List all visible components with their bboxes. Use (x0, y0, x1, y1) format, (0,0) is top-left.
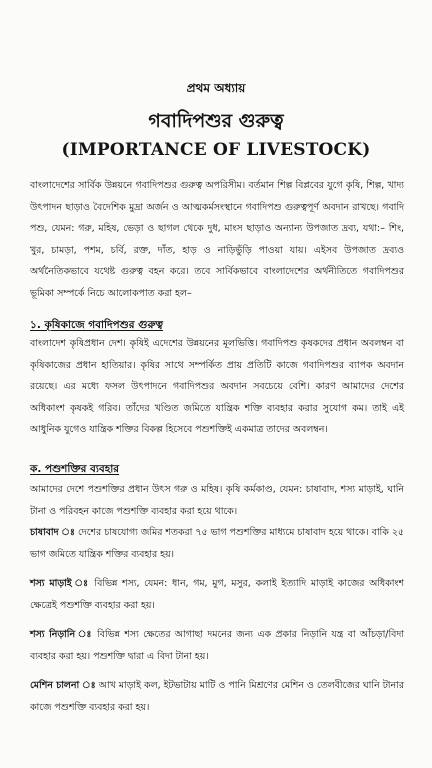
chapter-title-english: (IMPORTANCE OF LIVESTOCK) (61, 140, 371, 160)
term-machine-operation: মেশিন চালনা ঃ (30, 680, 96, 691)
intro-paragraph: বাংলাদেশের সার্বিক উন্নয়নে গবাদিপশুর গুরুত্ব অপরিসীম। বর্তমান শিল্প বিপ্লবের যুগে কৃষি, শিল্প, খাদ্য উৎপাদন ছাড়াও বৈদেশিক মুদ্রা অর্জন ও আত্মকর্মসংস্থানে গবাদিপশু গুরুত্বপূর্ণ অবদান রাখছে। গবাদি পশু, যেমন: গরু, মহিষ, ভেড়া ও ছাগল থেকে দুধ, মাংস ছাড়াও অন্যান্য উপজাত দ্রব্য, যথা:– শিং, খুর, চামড়া, পশম, চর্বি, রক্ত, দাঁত, হাড় ও নাড়িভুঁড়ি পাওয়া যায়। এইসব উপজাত দ্রব্যও অর্থনৈতিকভাবে যথেষ্ট গুরুত্ব বহন করে। তবে সার্বিকভাবে বাংলাদেশের অর্থনীতিতে গবাদিপশুর ভূমিকা সম্পর্কে নিচে আলোকপাত করা হল– (30, 180, 404, 299)
text-threshing: বিভিন্ন শস্য, যেমন: ধান, গম, মুগ, মসুর, কলাই ইত্যাদি মাড়াই কাজের অধিকাংশ ক্ষেত্রেই পশুশক্তি ব্যবহার করা হয়। (30, 578, 404, 611)
term-ploughing: চাষাবাদ ঃ (30, 527, 75, 538)
text-ploughing: দেশের চাষযোগ্য জমির শতকরা ৭৫ ভাগ পশুশক্তির মাধ্যমে চাষাবাদ হয়ে থাকে। বাকি ২৫ ভাগ জমিতে যান্ত্রিক শক্তির ব্যবহার হয়। (30, 527, 404, 560)
section-heading-agriculture: ১. কৃষিকাজে গবাদিপশুর গুরুত্ব (30, 319, 163, 331)
chapter-title-bengali: গবাদিপশুর গুরুত্ব (148, 110, 284, 132)
section-heading-animal-power: ক. পশুশক্তির ব্যবহার (30, 463, 120, 475)
text-machine-operation: আখ মাড়াই কল, ইটভাটায় মাটি ও পানি মিশ্রণের মেশিন ও তেলবীজের ঘানি টানার কাজে পশুশক্তি ব্যবহার করা হয়। (30, 680, 404, 713)
term-weeding: শস্য নিড়ানি ঃ (30, 629, 93, 640)
animal-power-paragraph: আমাদের দেশে পশুশক্তির প্রধান উৎস গরু ও মহিষ। কৃষি কর্মকাণ্ড, যেমন: চাষাবাদ, শস্য মাড়াই, ঘানি টানা ও পরিবহন কাজে পশুশক্তি ব্যবহার করা হয়ে থাকে। (30, 484, 404, 517)
list-item-machine-operation (30, 675, 404, 718)
list-item-threshing (30, 573, 404, 616)
list-item-ploughing (30, 522, 404, 565)
term-threshing: শস্য মাড়াই ঃ (30, 578, 90, 589)
chapter-label: প্রথম অধ্যায় (186, 81, 246, 95)
list-item-weeding (30, 624, 404, 667)
section-agriculture-paragraph: বাংলাদেশ কৃষিপ্রধান দেশ। কৃষিই এদেশের উন্নয়নের মূলভিত্তি। গবাদিপশু কৃষকদের প্রধান অবলম্বন বা কৃষিকাজের প্রধান হাতিয়ার। কৃষির সাথে সম্পর্কিত প্রায় প্রতিটি কাজে গবাদিপশুর ব্যাপক অবদান রয়েছে। এর মধ্যে ফসল উৎপাদনে গবাদিপশুর অবদান সবচেয়ে বেশি। কারণ আমাদের দেশের অধিকাংশ কৃষকই গরিব। তাঁদের খণ্ডিত জমিতে যান্ত্রিক শক্তি ব্যবহার করার সুযোগ কম। তাই এই আধুনিক যুগেও যান্ত্রিক শক্তির বিকল্প হিসেবে পশুশক্তিই একমাত্র তাদের অবলম্বন। (30, 338, 404, 435)
text-weeding: বিভিন্ন শস্য ক্ষেতের আগাছা দমনের জন্য এক প্রকার নিড়ানি যন্ত্র বা আঁচড়া/বিদা ব্যবহার করা হয়। পশুশক্তি দ্বারা এ বিদা টানা হয়। (30, 629, 405, 662)
